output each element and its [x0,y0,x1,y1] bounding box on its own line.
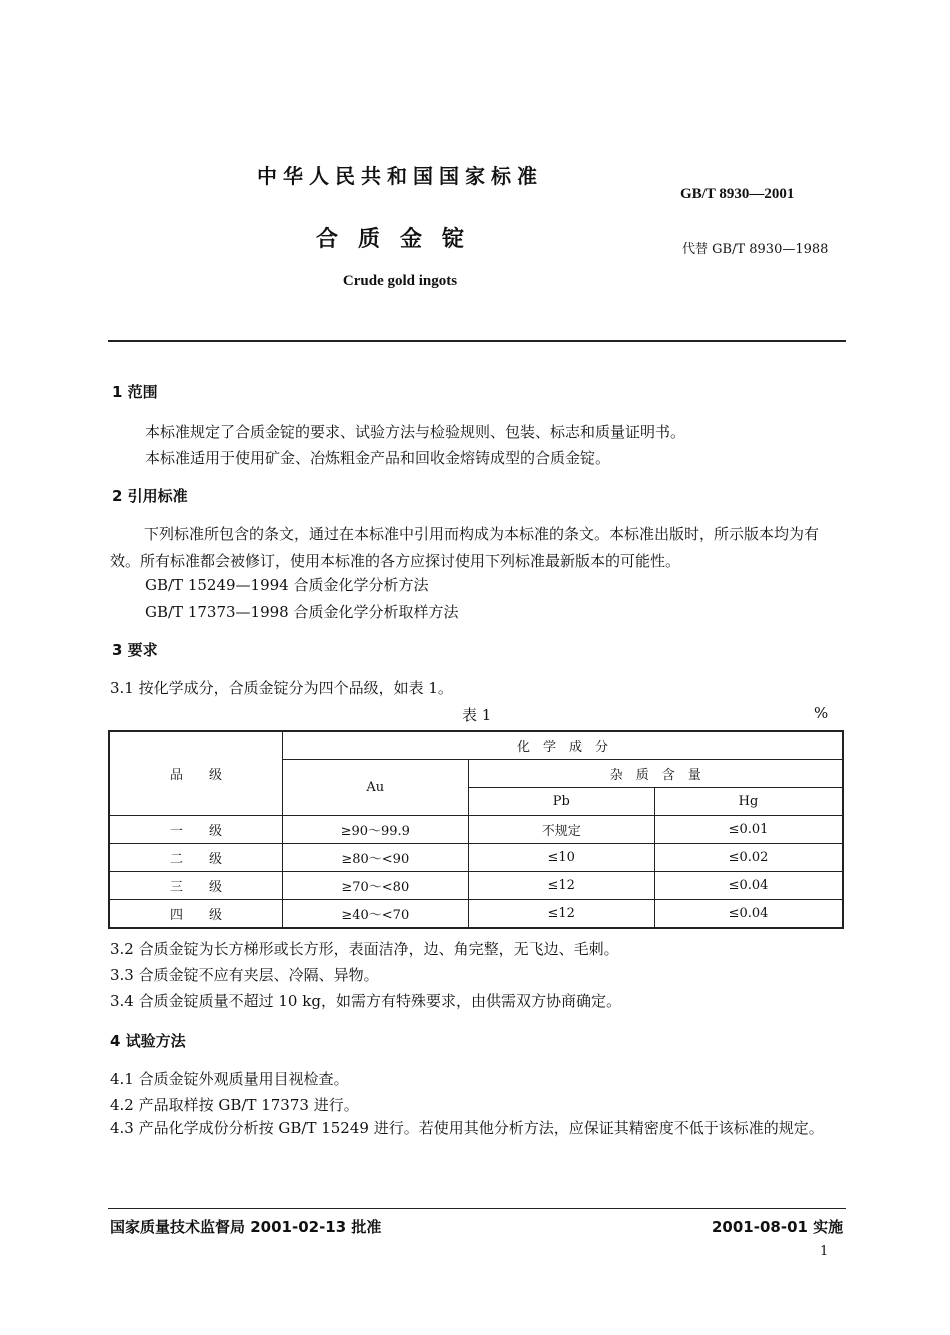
table-unit: % [814,704,829,722]
pb-cell: 不规定 [468,816,654,844]
hg-cell: ≤0.04 [654,872,843,900]
table-caption: 表 1 [462,706,492,724]
hg-cell: ≤0.04 [654,900,843,929]
header-au: Au [283,760,468,816]
pb-cell: ≤12 [468,872,654,900]
standard-title: 合质金锭 [315,227,484,252]
clause-4-2: 4.2 产品取样按 GB/T 17373 进行。 [110,1096,359,1114]
au-cell: ≥90～99.9 [283,816,468,844]
au-cell: ≥80～<90 [283,844,468,872]
clause-3-4: 3.4 合质金锭质量不超过 10 kg，如需方有特殊要求，由供需双方协商确定。 [110,992,621,1010]
section-1-para-2: 本标准适用于使用矿金、冶炼粗金产品和回收金熔铸成型的合质金锭。 [145,449,611,467]
section-3-heading: 3 要求 [112,641,158,659]
header-chemical-composition: 化 学 成 分 [283,731,843,760]
clause-3-2: 3.2 合质金锭为长方梯形或长方形，表面洁净，边、角完整，无飞边、毛刺。 [110,940,619,958]
national-standard-heading: 中华人民共和国国家标准 [257,164,543,188]
clause-4-3: 4.3 产品化学成份分析按 GB/T 15249 进行。若使用其他分析方法，应保证其精密度不低于该标准的规定。 [110,1119,824,1137]
footer-divider [108,1208,846,1209]
grade-composition-table [108,730,844,929]
pb-cell: ≤10 [468,844,654,872]
pb-cell: ≤12 [468,900,654,929]
clause-4-1: 4.1 合质金锭外观质量用目视检查。 [110,1070,349,1088]
section-2-para: 下列标准所包含的条文，通过在本标准中引用而构成为本标准的条文。本标准出版时，所示版本均为有效。所有标准都会被修订，使用本标准的各方应探讨使用下列标准最新版本的可能性。 [110,525,820,570]
header-impurity: 杂 质 含 量 [468,760,843,788]
hg-cell: ≤0.02 [654,844,843,872]
header-grade: 品 级 [109,731,283,816]
section-4-heading: 4 试验方法 [110,1032,186,1050]
section-1-heading: 1 范围 [112,383,158,401]
grade-cell: 四 级 [109,900,283,929]
english-title: Crude gold ingots [342,273,458,289]
implementation-date: 2001-08-01 实施 [712,1218,844,1236]
grade-cell: 一 级 [109,816,283,844]
table-row [109,872,843,900]
table-row [109,900,843,929]
grade-cell: 三 级 [109,872,283,900]
reference-2: GB/T 17373—1998 合质金化学分析取样方法 [145,603,459,621]
hg-cell: ≤0.01 [654,816,843,844]
header-hg: Hg [654,788,843,816]
approval-line: 国家质量技术监督局 2001-02-13 批准 [110,1218,382,1236]
reference-1: GB/T 15249—1994 合质金化学分析方法 [145,576,429,594]
section-2-heading: 2 引用标准 [112,487,188,505]
au-cell: ≥70～<80 [283,872,468,900]
header-pb: Pb [468,788,654,816]
table-row [109,844,843,872]
page-number: 1 [820,1244,829,1259]
au-cell: ≥40～<70 [283,900,468,929]
section-1-para-1: 本标准规定了合质金锭的要求、试验方法与检验规则、包装、标志和质量证明书。 [145,423,686,441]
grade-cell: 二 级 [109,844,283,872]
table-row [109,816,843,844]
standard-code: GB/T 8930—2001 [680,186,795,202]
replaces-note: 代替 GB/T 8930—1988 [682,242,829,257]
header-divider [108,340,846,342]
clause-3-1: 3.1 按化学成分，合质金锭分为四个品级，如表 1。 [110,679,453,697]
clause-3-3: 3.3 合质金锭不应有夹层、冷隔、异物。 [110,966,379,984]
